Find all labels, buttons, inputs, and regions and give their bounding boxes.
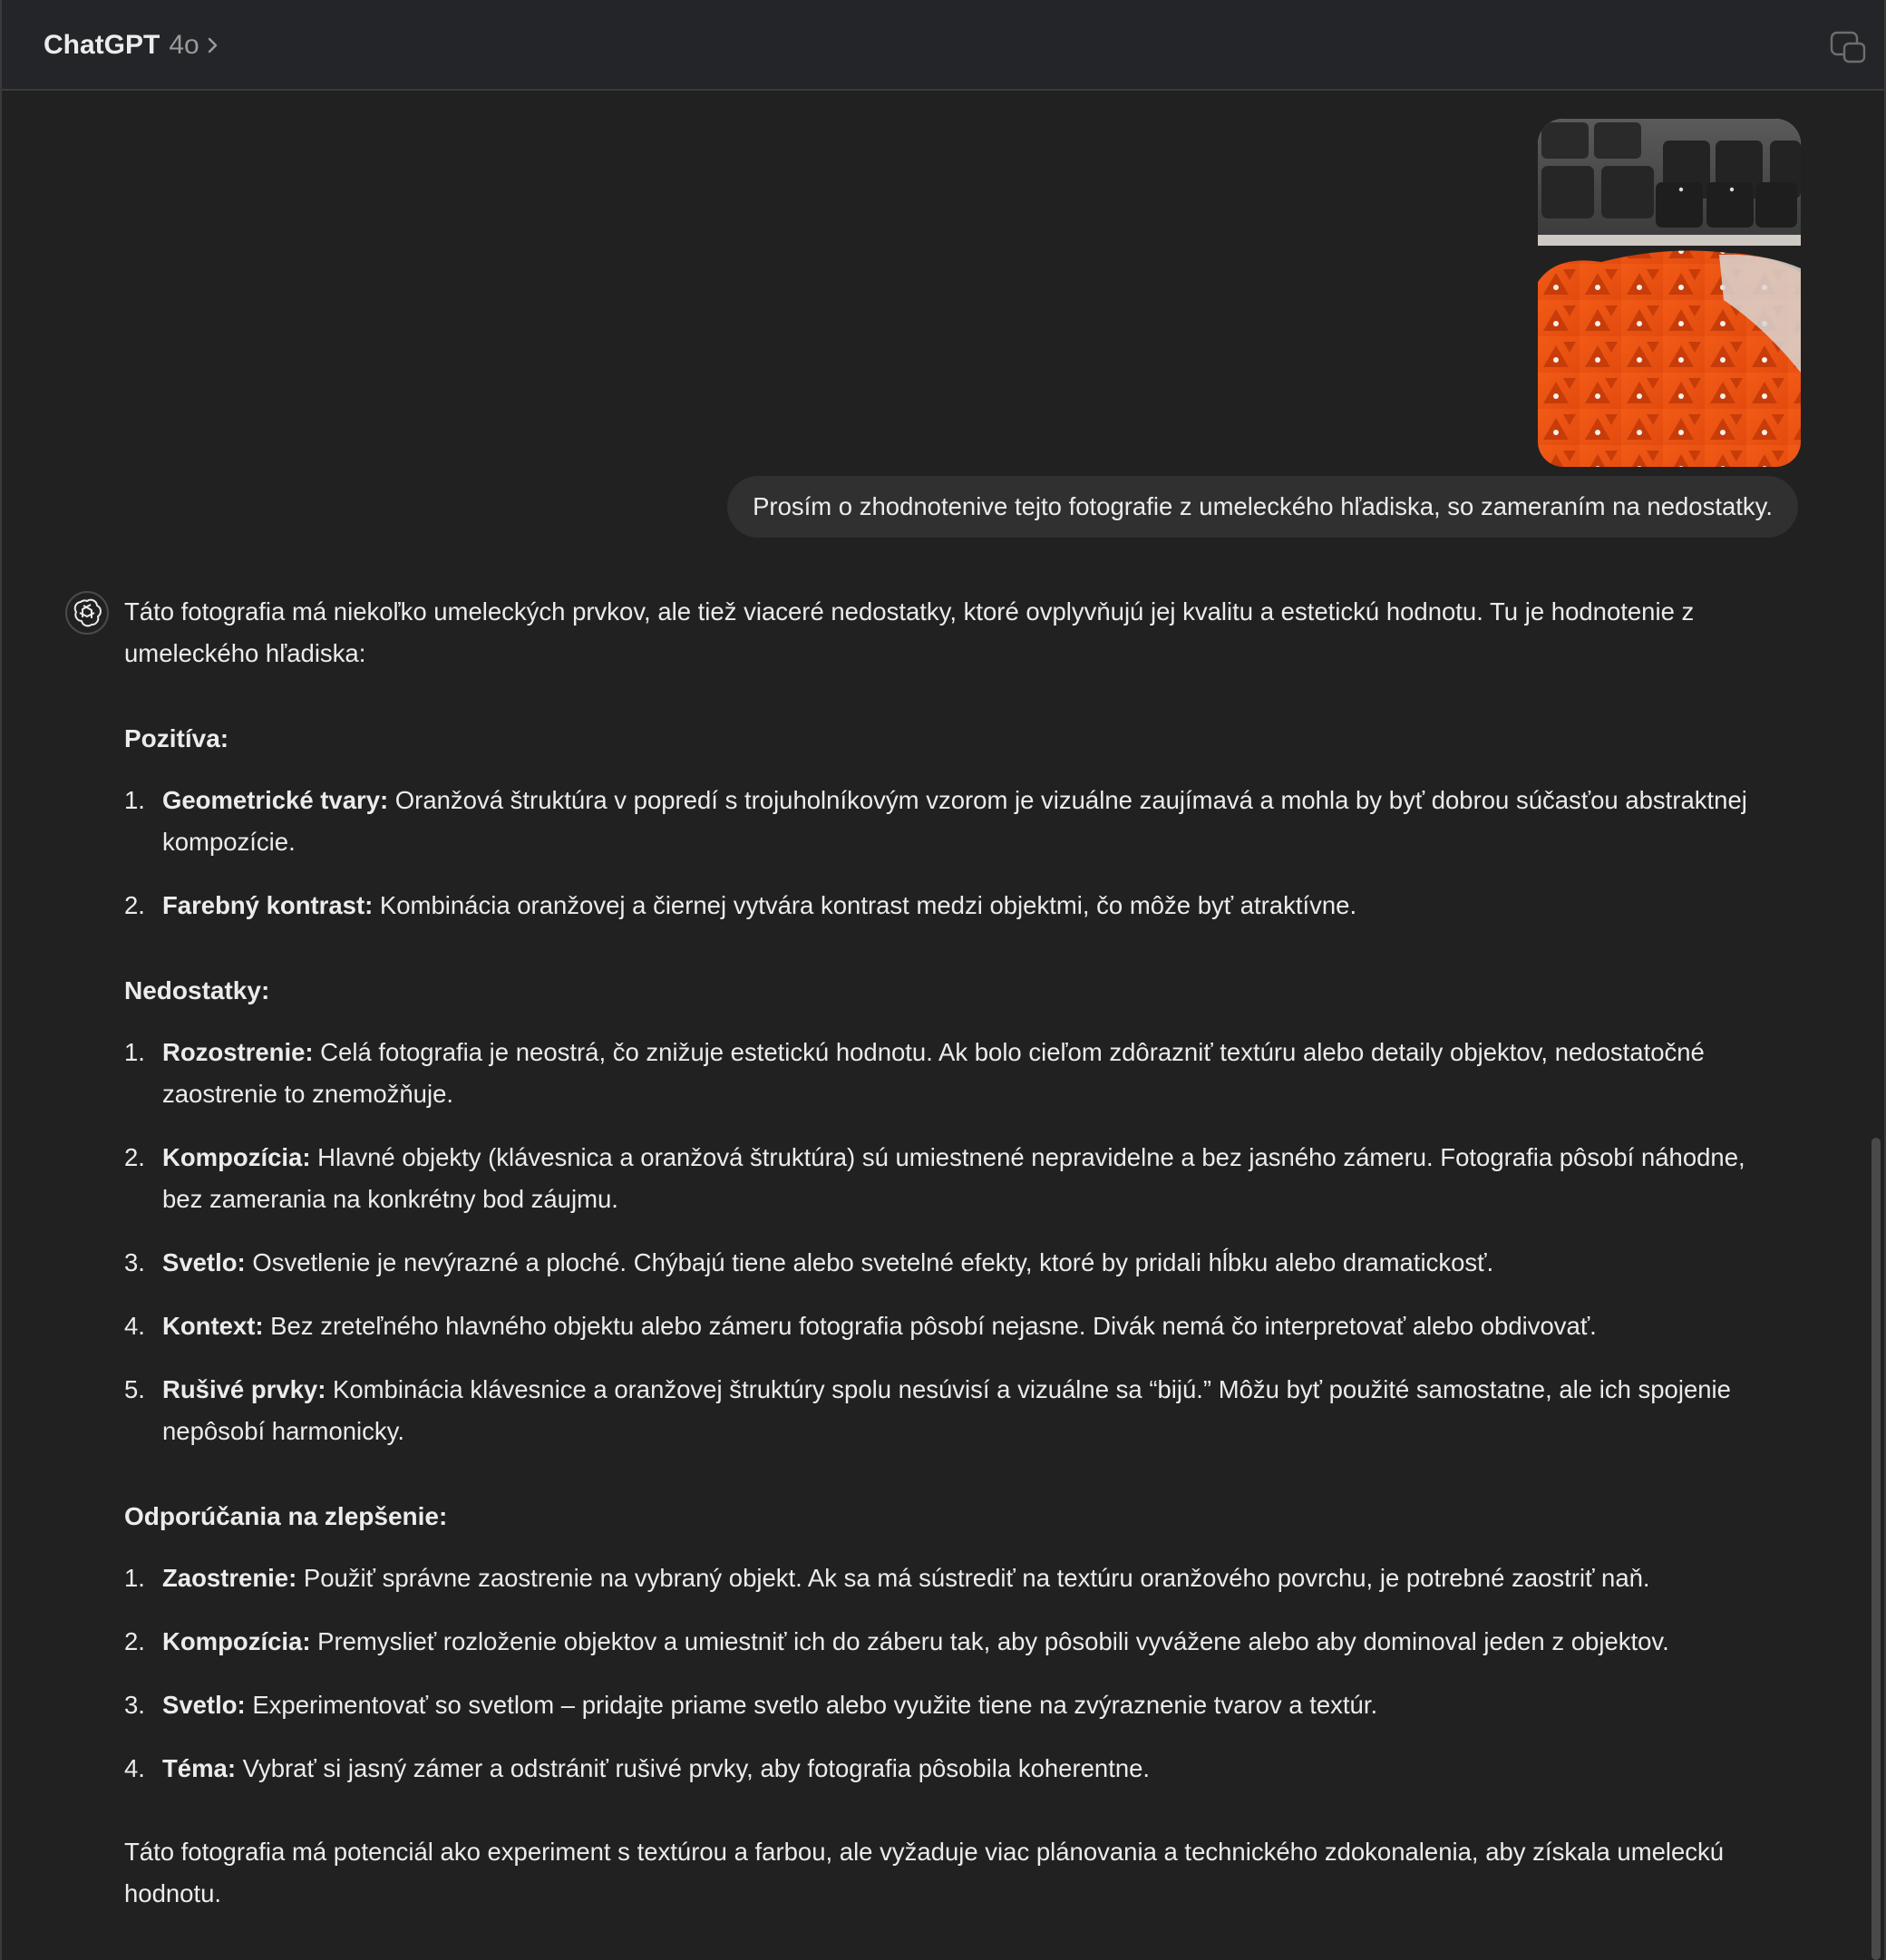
section-heading: Nedostatky: (124, 976, 270, 1004)
list-item-text: Kombinácia klávesnice a oranžovej štruktúry spolu nesúvisí a vizuálne sa “bijú.” Môžu byť použité samostatne, ale ich spojenie nepôsobí harmonicky. (162, 1375, 1731, 1445)
list-item-label: Kompozícia: (162, 1143, 311, 1171)
assistant-answer (124, 591, 1765, 1915)
list-item (124, 1748, 1765, 1790)
list-item-text: Oranžová štruktúra v popredí s trojuholníkovým vzorom je vizuálne zaujímavá a mohla by byť dobrou súčasťou abstraktnej kompozície. (162, 786, 1747, 856)
list-item-text: Kombinácia oranžovej a čiernej vytvára kontrast medzi objektmi, čo môže byť atraktívne. (373, 891, 1357, 919)
list-item (124, 1621, 1765, 1663)
top-bar (2, 0, 1884, 91)
list-item-text: Bez zreteľného hlavného objektu alebo zámeru fotografia pôsobí nejasne. Divák nemá čo interpretovať alebo obdivovať. (263, 1312, 1597, 1340)
list-item-number: 3. (124, 1691, 145, 1719)
scrollbar-thumb[interactable] (1871, 1138, 1881, 1960)
list-item-label: Geometrické tvary: (162, 786, 389, 814)
list-item-text: Premyslieť rozloženie objektov a umiestniť ich do záberu tak, aby pôsobili vyvážene alebo aby dominoval jeden z objektov. (310, 1627, 1669, 1655)
list-item-number: 4. (124, 1312, 145, 1340)
numbered-list (124, 1557, 1765, 1790)
list-item-label: Svetlo: (162, 1691, 246, 1719)
list-item-text: Experimentovať so svetlom – pridajte priame svetlo alebo využite tiene na zvýraznenie tvarov a textúr. (245, 1691, 1378, 1719)
list-item-text: Hlavné objekty (klávesnica a oranžová štruktúra) sú umiestnené nepravidelne a bez jasného zámeru. Fotografia pôsobí náhodne, bez zamerania na konkrétny bod záujmu. (162, 1143, 1745, 1213)
list-item-number: 2. (124, 1143, 145, 1171)
list-item (124, 780, 1765, 863)
app-name: ChatGPT (44, 30, 160, 60)
section-heading: Pozitíva: (124, 724, 229, 752)
model-name: 4o (169, 30, 199, 60)
list-item-label: Téma: (162, 1754, 236, 1782)
list-item-label: Kompozícia: (162, 1627, 311, 1655)
list-item (124, 1684, 1765, 1726)
list-item-number: 2. (124, 1627, 145, 1655)
list-item-number: 2. (124, 891, 145, 919)
numbered-list (124, 1032, 1765, 1452)
list-item-label: Rozostrenie: (162, 1038, 314, 1066)
list-item-text: Celá fotografia je neostrá, čo znižuje estetickú hodnotu. Ak bolo cieľom zdôrazniť textúru alebo detaily objektov, nedostatočné zaostrenie to znemožňuje. (162, 1038, 1705, 1108)
list-item-label: Zaostrenie: (162, 1564, 297, 1592)
list-item (124, 1305, 1765, 1347)
list-item-text: Použiť správne zaostrenie na vybraný objekt. Ak sa má sústrediť na textúru oranžového povrchu, je potrebné zaostriť naň. (297, 1564, 1650, 1592)
chevron-right-icon (207, 35, 219, 55)
list-item-text: Vybrať si jasný zámer a odstrániť rušivé prvky, aby fotografia pôsobila koherentne. (236, 1754, 1151, 1782)
list-item-label: Svetlo: (162, 1248, 246, 1276)
new-chat-icon[interactable] (1830, 27, 1866, 63)
answer-closing: Táto fotografia má potenciál ako experiment s textúrou a farbou, ale vyžaduje viac plánovania a technického zdokonalenia, aby získala umeleckú hodnotu. (124, 1838, 1725, 1907)
list-item (124, 885, 1765, 927)
list-item (124, 1137, 1765, 1220)
numbered-list (124, 780, 1765, 927)
list-item-number: 1. (124, 1564, 145, 1592)
list-item (124, 1032, 1765, 1115)
user-message-bubble: Prosím o zhodnotenive tejto fotografie z umeleckého hľadiska, so zameraním na nedostatky. (727, 476, 1798, 538)
user-attached-photo[interactable] (1538, 119, 1801, 467)
openai-logo-icon (72, 597, 102, 628)
list-item (124, 1242, 1765, 1284)
list-item-label: Farebný kontrast: (162, 891, 374, 919)
model-selector[interactable] (44, 26, 219, 64)
list-item-number: 5. (124, 1375, 145, 1403)
list-item-number: 1. (124, 786, 145, 814)
section-heading: Odporúčania na zlepšenie: (124, 1502, 448, 1530)
photo-keyboard-orange-structure (1538, 119, 1801, 467)
list-item-number: 3. (124, 1248, 145, 1276)
list-item-label: Kontext: (162, 1312, 264, 1340)
assistant-avatar (65, 591, 109, 635)
list-item (124, 1557, 1765, 1599)
answer-intro: Táto fotografia má niekoľko umeleckých prvkov, ale tiež viaceré nedostatky, ktoré ovplyvňujú jej kvalitu a estetickú hodnotu. Tu je hodnotenie z umeleckého hľadiska: (124, 597, 1695, 667)
list-item (124, 1369, 1765, 1452)
list-item-number: 1. (124, 1038, 145, 1066)
list-item-number: 4. (124, 1754, 145, 1782)
list-item-text: Osvetlenie je nevýrazné a ploché. Chýbajú tiene alebo svetelné efekty, ktoré by pridali hĺbku alebo dramatickosť. (245, 1248, 1494, 1276)
list-item-label: Rušivé prvky: (162, 1375, 326, 1403)
